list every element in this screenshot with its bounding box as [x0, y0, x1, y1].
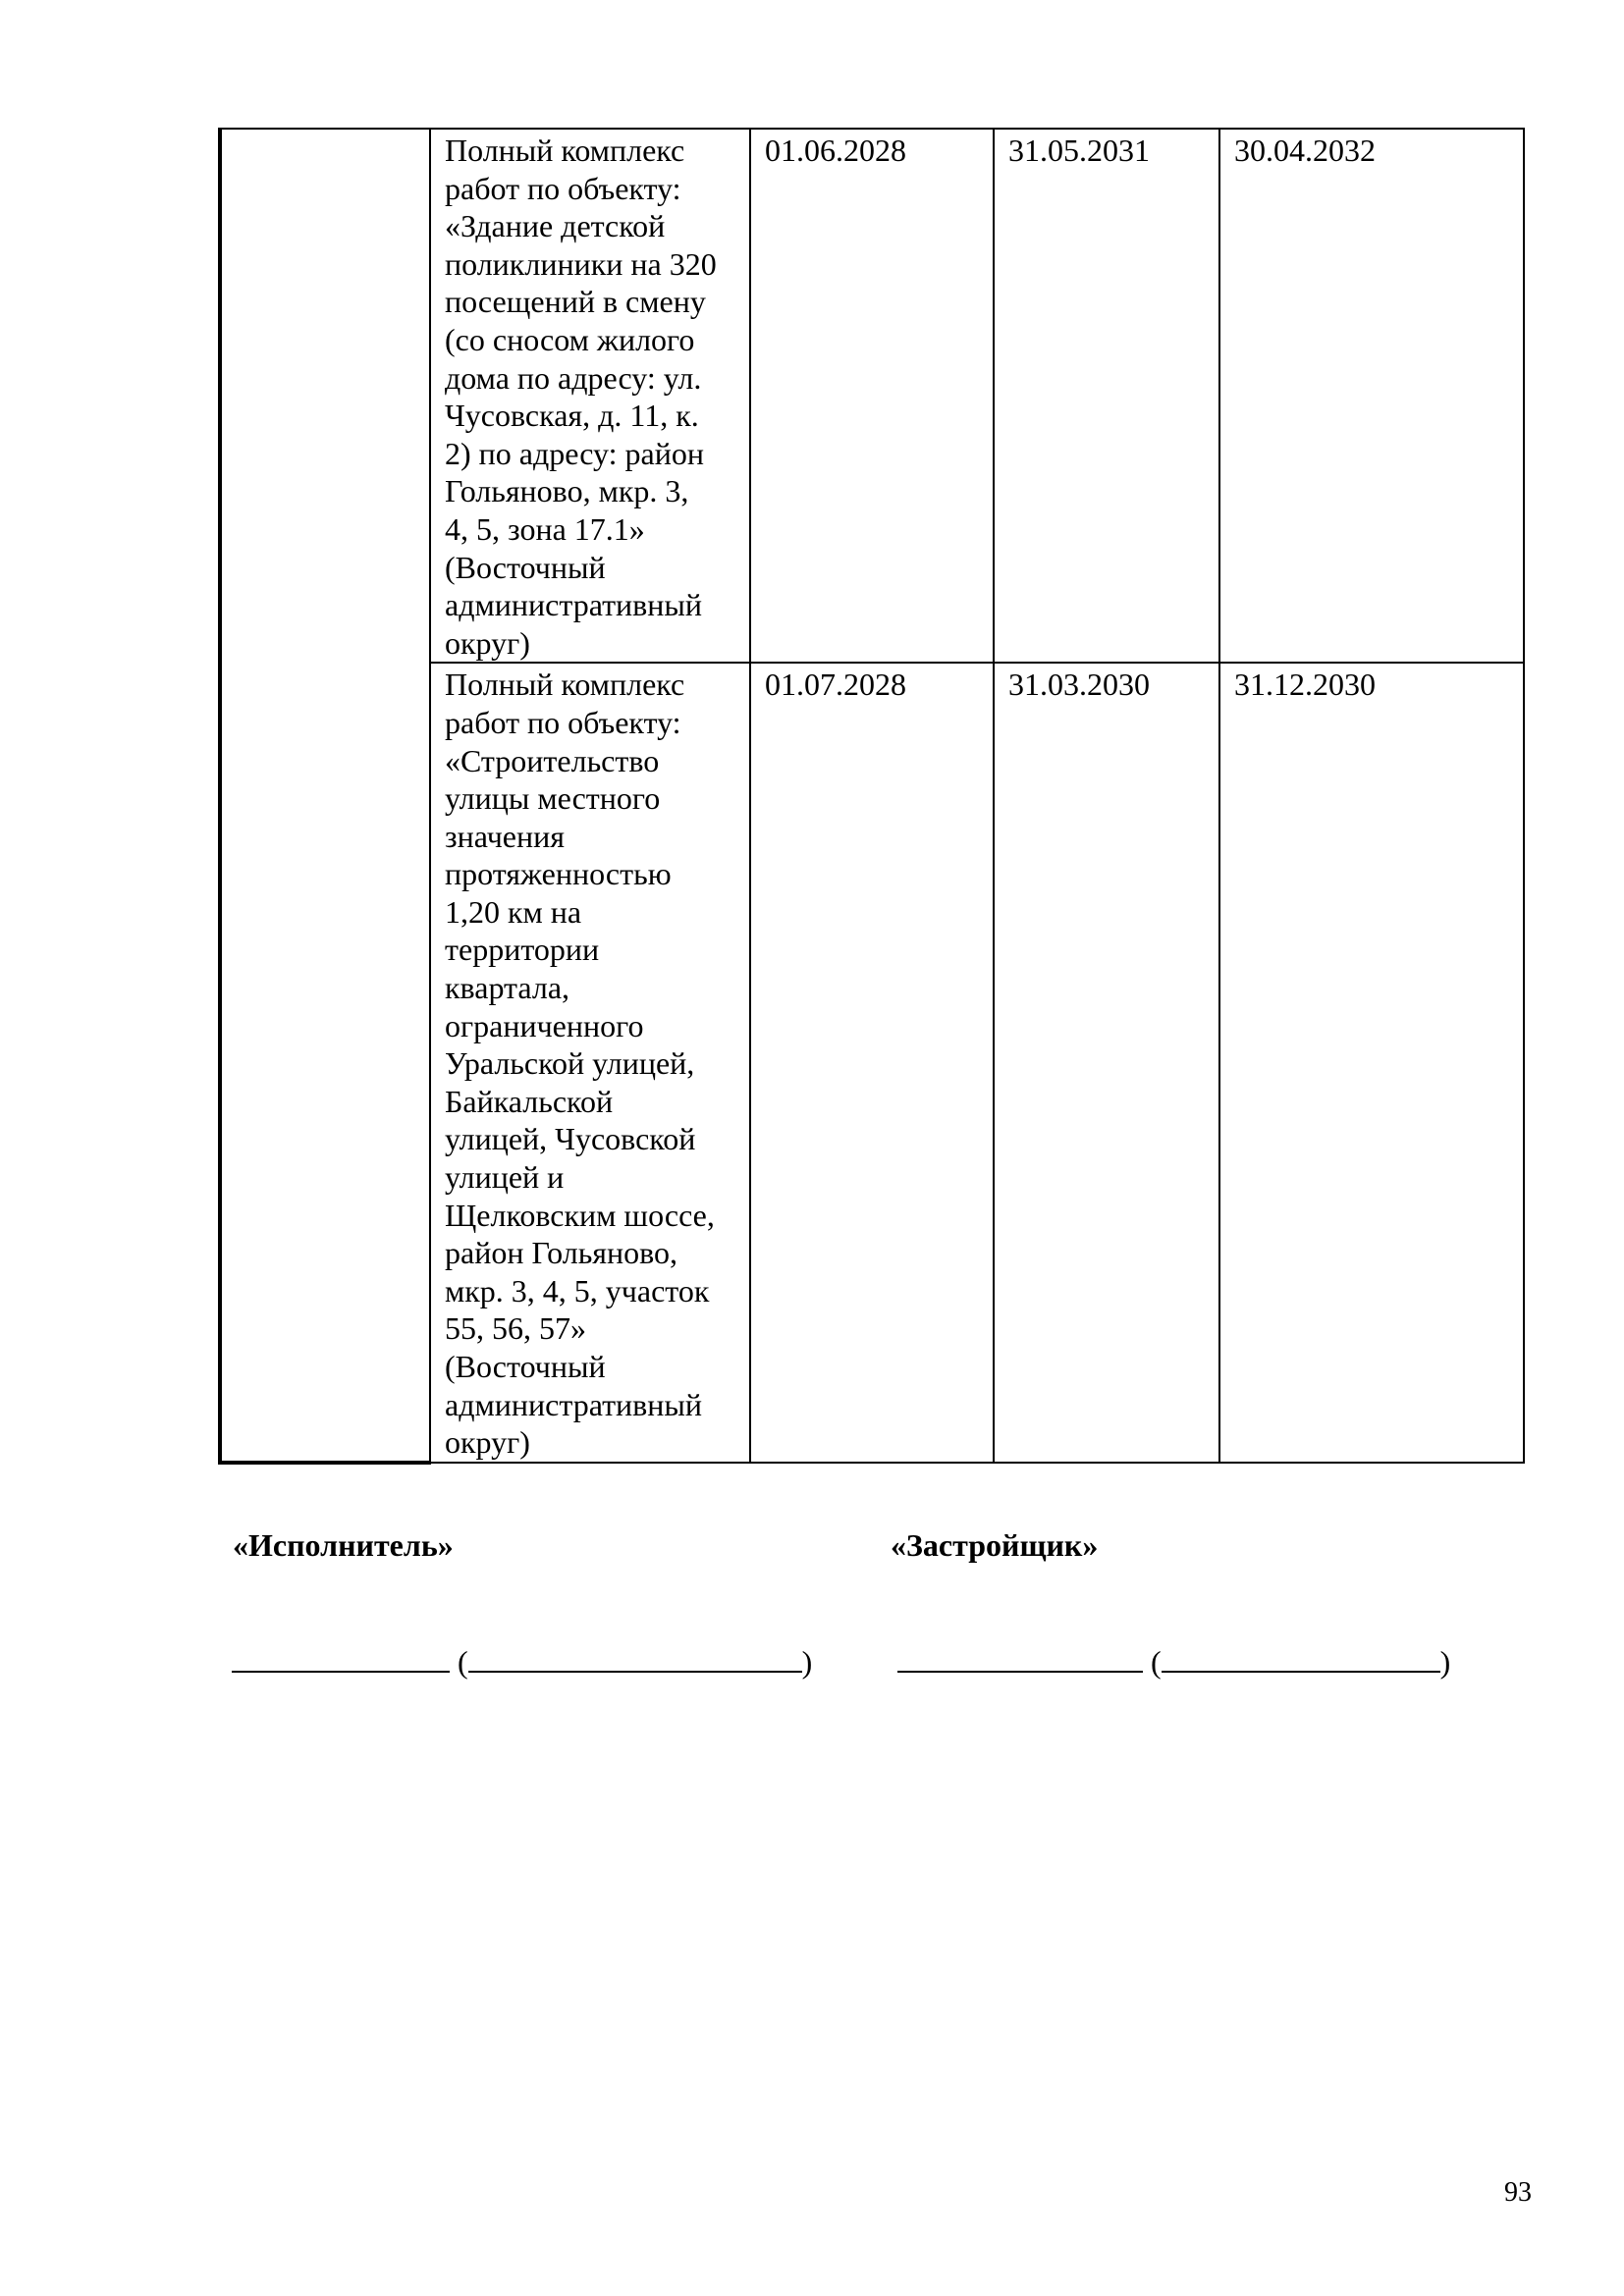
close-paren: ): [801, 1644, 813, 1680]
empty-cell: [220, 663, 430, 1462]
open-paren: (: [1151, 1644, 1162, 1680]
executor-signature-line: [232, 1641, 812, 1681]
work-description-cell: [430, 129, 750, 663]
start-date-cell: [750, 663, 994, 1462]
developer-label: «Застройщик»: [891, 1527, 1099, 1563]
work-description: Полный комплекс работ по объекту: «Здание детской поликлиники на 320 посещений в смену (со сносом жилого дома по адресу: ул. Чусовская, д. 11, к. 2) по адресу: район Гольяново, мкр. 3, 4, 5, зона 17.1» (Восточный административный округ): [445, 133, 717, 661]
name-blank: [1162, 1641, 1440, 1673]
signature-blank: [897, 1641, 1143, 1673]
end-date: 31.05.2031: [1008, 133, 1150, 168]
start-date: 01.06.2028: [765, 133, 906, 168]
name-blank: [468, 1641, 802, 1673]
page-number: 93: [1504, 2177, 1532, 2208]
empty-cell: [220, 129, 430, 663]
close-paren: ): [1439, 1644, 1451, 1680]
table-row: [220, 129, 1524, 663]
signature-blank: [232, 1641, 450, 1673]
work-description: Полный комплекс работ по объекту: «Строительство улицы местного значения протяженностью 1,20 км на территории квартала, ограниченного Уральской улицей, Байкальской улицей, Чусовской улицей и Щелковским шоссе, район Гольяново, мкр. 3, 4, 5, участок 55, 56, 57» (Восточный административный округ): [445, 667, 715, 1461]
final-date: 31.12.2030: [1234, 667, 1376, 703]
schedule-table: [218, 128, 1525, 1465]
end-date: 31.03.2030: [1008, 667, 1150, 703]
final-date: 30.04.2032: [1234, 133, 1376, 168]
final-date-cell: [1219, 663, 1524, 1462]
final-date-cell: [1219, 129, 1524, 663]
start-date: 01.07.2028: [765, 667, 906, 703]
open-paren: (: [458, 1644, 468, 1680]
table-row: [220, 663, 1524, 1462]
work-description-cell: [430, 663, 750, 1462]
executor-label: «Исполнитель»: [233, 1527, 454, 1563]
end-date-cell: [994, 129, 1219, 663]
end-date-cell: [994, 663, 1219, 1462]
start-date-cell: [750, 129, 994, 663]
developer-signature-line: [897, 1641, 1450, 1681]
